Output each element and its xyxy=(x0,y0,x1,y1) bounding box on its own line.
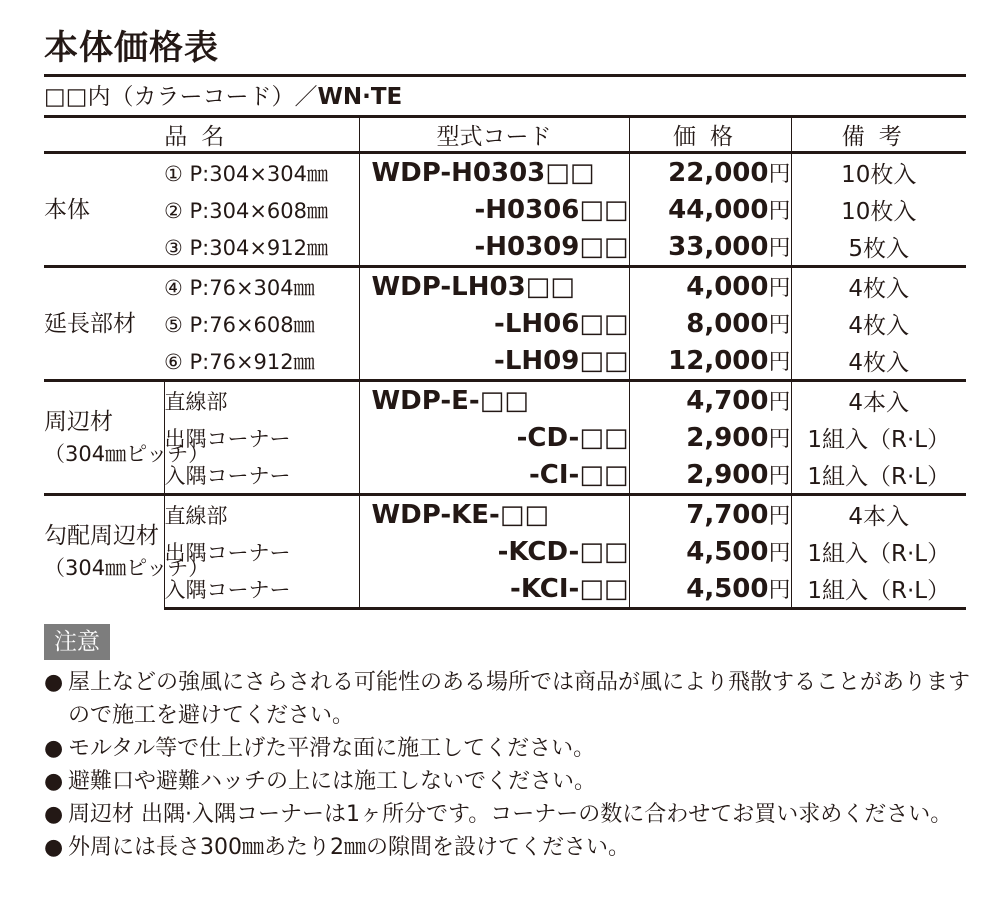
table-row xyxy=(44,153,966,192)
spec-cell: ⑤ P:76×608㎜ xyxy=(164,305,359,342)
price-cell: 7,700円 xyxy=(629,495,791,534)
spec-cell: 出隅コーナー xyxy=(164,533,359,570)
remarks-cell: 10枚入 xyxy=(791,153,966,192)
price-cell: 2,900円 xyxy=(629,419,791,456)
header-remarks: 備考 xyxy=(791,117,966,153)
spec-cell: ④ P:76×304㎜ xyxy=(164,267,359,306)
header-name: 品名 xyxy=(44,117,359,153)
spec-cell: ③ P:304×912㎜ xyxy=(164,228,359,267)
price-table xyxy=(44,115,966,610)
model-code-cell: -KCD-□□ xyxy=(359,533,629,570)
model-code-cell: -H0306□□ xyxy=(359,191,629,228)
header-model: 型式コード xyxy=(359,117,629,153)
table-row xyxy=(44,305,966,342)
price-cell: 8,000円 xyxy=(629,305,791,342)
remarks-cell: 4枚入 xyxy=(791,267,966,306)
price-cell: 4,700円 xyxy=(629,381,791,420)
table-row xyxy=(44,342,966,381)
color-code-values: WN·TE xyxy=(317,84,403,110)
remarks-cell: 1組入（R·L） xyxy=(791,570,966,609)
model-code-cell: -CD-□□ xyxy=(359,419,629,456)
model-code-cell: WDP-LH03□□ xyxy=(359,267,629,306)
color-code-line xyxy=(44,74,966,117)
model-code-cell: -LH06□□ xyxy=(359,305,629,342)
notice-badge: 注意 xyxy=(44,624,110,660)
table-row xyxy=(44,419,966,456)
model-code-cell: -H0309□□ xyxy=(359,228,629,267)
model-code-cell: WDP-H0303□□ xyxy=(359,153,629,192)
price-cell: 2,900円 xyxy=(629,456,791,495)
spec-cell: ② P:304×608㎜ xyxy=(164,191,359,228)
group-label: 周辺材 （304㎜ピッチ） xyxy=(44,381,164,495)
model-code-cell: -KCI-□□ xyxy=(359,570,629,609)
table-row xyxy=(44,456,966,495)
remarks-cell: 1組入（R·L） xyxy=(807,464,951,490)
model-code-cell: WDP-E-□□ xyxy=(359,381,629,420)
table-header-row xyxy=(44,117,966,153)
color-code-prefix: □□内（カラーコード）／ xyxy=(44,84,318,110)
remarks-cell: 5枚入 xyxy=(848,236,910,262)
remarks-cell: 4枚入 xyxy=(848,350,910,376)
spec-cell: 直線部 xyxy=(164,495,359,534)
spec-cell: 入隅コーナー xyxy=(164,456,359,495)
table-row xyxy=(44,381,966,420)
remarks-cell: 10枚入 xyxy=(841,199,917,225)
price-cell: 33,000円 xyxy=(629,228,791,267)
table-row xyxy=(44,228,966,267)
price-cell: 12,000円 xyxy=(629,342,791,381)
spec-cell: 出隅コーナー xyxy=(164,419,359,456)
table-row xyxy=(44,267,966,306)
price-cell: 4,500円 xyxy=(629,570,791,609)
remarks-cell: 1組入（R·L） xyxy=(807,427,951,453)
remarks-cell: 4枚入 xyxy=(848,313,910,339)
group-label: 本体 xyxy=(44,153,164,267)
table-row xyxy=(44,533,966,570)
spec-cell: 直線部 xyxy=(164,381,359,420)
remarks-cell: 4本入 xyxy=(791,495,966,534)
price-cell: 4,000円 xyxy=(629,267,791,306)
notice-item: ● 屋上などの強風にさらされる可能性のある場所では商品が風により飛散することがありますので施工を避けてください。 xyxy=(44,666,974,732)
price-cell: 22,000円 xyxy=(629,153,791,192)
model-code-cell: -LH09□□ xyxy=(359,342,629,381)
group-label: 勾配周辺材 （304㎜ピッチ） xyxy=(44,495,164,609)
notice-item: ● モルタル等で仕上げた平滑な面に施工してください。 xyxy=(44,732,974,765)
group-label: 延長部材 xyxy=(44,267,164,381)
notice-list xyxy=(44,666,974,864)
model-code-cell: -CI-□□ xyxy=(359,456,629,495)
remarks-cell: 4本入 xyxy=(791,381,966,420)
notice-item: ● 周辺材 出隅·入隅コーナーは1ヶ所分です。コーナーの数に合わせてお買い求めください。 xyxy=(44,798,974,831)
remarks-cell: 1組入（R·L） xyxy=(807,541,951,567)
notice-item: ● 避難口や避難ハッチの上には施工しないでください。 xyxy=(44,765,974,798)
price-cell: 44,000円 xyxy=(629,191,791,228)
price-cell: 4,500円 xyxy=(629,533,791,570)
table-row xyxy=(44,191,966,228)
page-title: 本体価格表 xyxy=(44,28,219,68)
model-code-cell: WDP-KE-□□ xyxy=(359,495,629,534)
table-row xyxy=(44,570,966,609)
spec-cell: ⑥ P:76×912㎜ xyxy=(164,342,359,381)
spec-cell: 入隅コーナー xyxy=(164,570,359,609)
header-price: 価格 xyxy=(629,117,791,153)
table-row xyxy=(44,495,966,534)
notice-item: ● 外周には長さ300㎜あたり2㎜の隙間を設けてください。 xyxy=(44,831,974,864)
spec-cell: ① P:304×304㎜ xyxy=(164,153,359,192)
